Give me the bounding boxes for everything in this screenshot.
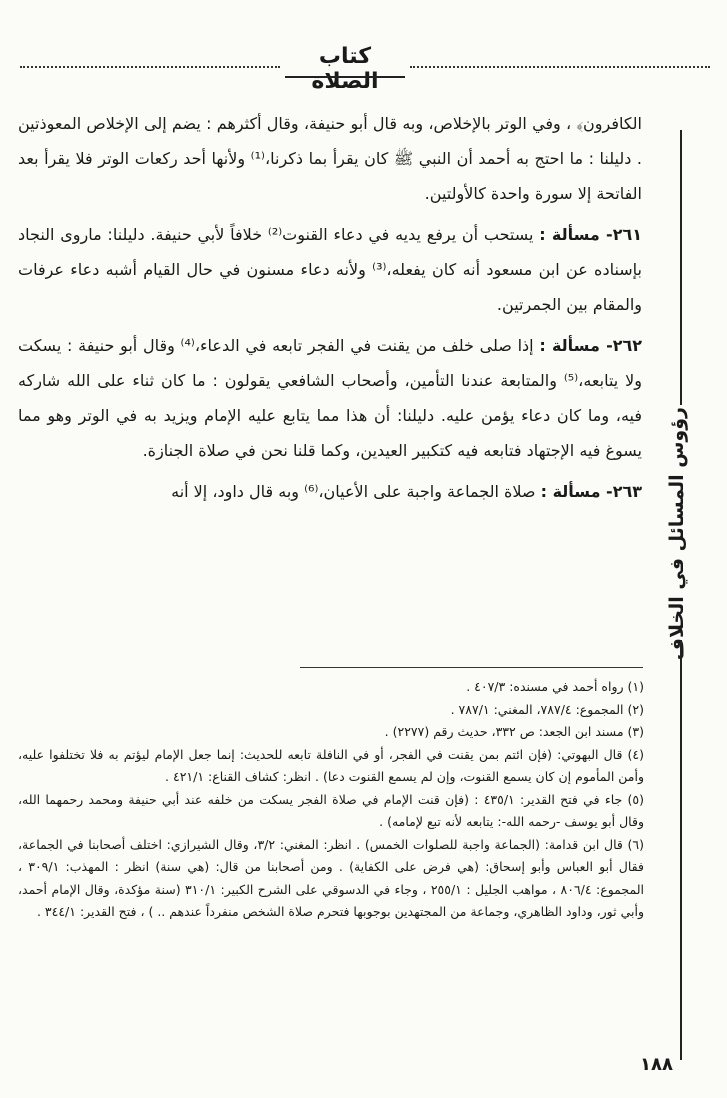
issue-text: صلاة الجماعة واجبة على الأعيان،⁽⁶⁾ وبه قال داود، إلا أنه — [171, 482, 536, 501]
header-rule-left — [20, 66, 280, 68]
page-number: ١٨٨ — [640, 1054, 673, 1075]
issue-label: ٢٦١- مسألة : — [539, 225, 642, 244]
paragraph-issue-263 — [18, 474, 642, 509]
footnote: (٤) قال البهوتي: (فإن ائتم بمن يقنت في الفجر، أو في النافلة تابعه للحديث: إنما جعل الإمام ليؤتم به فلا تختلفوا عليه، وأمن المأموم إن كان يسمع القنوت، وإن لم يسمع القنوت دعا) . انظر: كشاف القناع: ٤٢١/١ . — [18, 746, 644, 784]
footnote: (٢) المجموع: ٧٨٧/٤، المغني: ٧٨٧/١ . — [450, 701, 644, 717]
header-rule-right — [410, 66, 710, 68]
header-title: كتاب الصلاة — [311, 44, 379, 94]
footnote: (٥) جاء في فتح القدير: ٤٣٥/١ : (فإن قنت الإمام في صلاة الفجر يسكت من خلفه عند أبي حنيفة ومحمد رحمهما الله، وقال أبو يوسف -رحمه الله-: يتابعه لأنه تبع لإمامه) . — [18, 791, 644, 829]
issue-text: يستحب أن يرفع يديه في دعاء القنوت⁽²⁾ خلافاً لأبي حنيفة. دليلنا: ماروى النجاد بإسناده عن ابن مسعود أنه كان يفعله،⁽³⁾ ولأنه دعاء مسنون في حال القيام أشبه دعاء عرفات والمقام بين الجمرتين. — [18, 225, 643, 314]
header-title-underline — [285, 76, 405, 78]
footnote: (١) رواه أحمد في مسنده: ٤٠٧/٣ . — [466, 679, 644, 694]
running-header — [20, 44, 710, 94]
side-running-title: رؤوس المسائل في الخلاف — [666, 407, 688, 661]
footnotes — [18, 676, 644, 924]
issue-text: إذا صلى خلف من يقنت في الفجر تابعه في الدعاء،⁽⁴⁾ وقال أبو حنيفة : يسكت ولا يتابعه،⁽⁵⁾ والمتابعة عندنا التأمين، وأصحاب الشافعي يقولون : ما كان ثناء على الله شاركه فيه، وما كان دعاء يؤمن عليه. دليلنا: أن هذا مما يتابع عليه الإمام ويزيد به في الوتر وهو مما يسوغ فيه الإجتهاد فتابعه فيه كتكبير العيدين، وكما قلنا نحن في صلاة الجنازة. — [18, 336, 642, 460]
issue-label: ٢٦٢- مسألة : — [539, 336, 643, 355]
footnote: (٦) قال ابن قدامة: (الجماعة واجبة للصلوات الخمس) . انظر: المغني: ٣/٢، وقال الشيرازي: اختلف أصحابنا في الجماعة، فقال أبو العباس وأبو إسحاق: (هي فرض على الكفاية) . ومن أصحابنا من قال: (هي سنة) انظر : المهذب: ٣٠٩/١ ، المجموع: ٨٠٦/٤ ، مواهب الجليل : ٢٥٥/١ ، وجاء في الدسوقي على الشرح الكبير: ٣١٠/١ (سنة مؤكدة، وقال الإمام أحمد، وأبي ثور، وداود الظاهري، وجماعة من المجتهدين بوجوبها فتحرم صلاة الشخص منفرداً عندهم .. ) ، فتح القدير: ٣٤٤/١ . — [18, 836, 644, 919]
paragraph-1: الكافرون﴾ ، وفي الوتر بالإخلاص، وبه قال أبو حنيفة، وقال أكثرهم : يضم إلى الإخلاص المعوذتين . دليلنا : ما احتج به أحمد أن النبي ﷺ كان يقرأ بما ذكرنا،⁽¹⁾ ولأنها أحد ركعات الوتر فلا يقرأ بعد الفاتحة إلا سورة واحدة كالأولتين. — [18, 114, 643, 203]
side-rule-top — [680, 130, 682, 405]
footnote: (٣) مسند ابن الجعد: ص ٣٣٢، حديث رقم (٢٢٧٧) . — [384, 724, 644, 739]
paragraph-issue-262 — [18, 328, 642, 468]
main-text — [18, 106, 642, 515]
paragraph-issue-261 — [18, 217, 642, 322]
issue-label: ٢٦٣- مسألة : — [540, 482, 642, 501]
side-rule-bottom — [680, 640, 682, 1060]
footnote-separator — [300, 667, 643, 668]
